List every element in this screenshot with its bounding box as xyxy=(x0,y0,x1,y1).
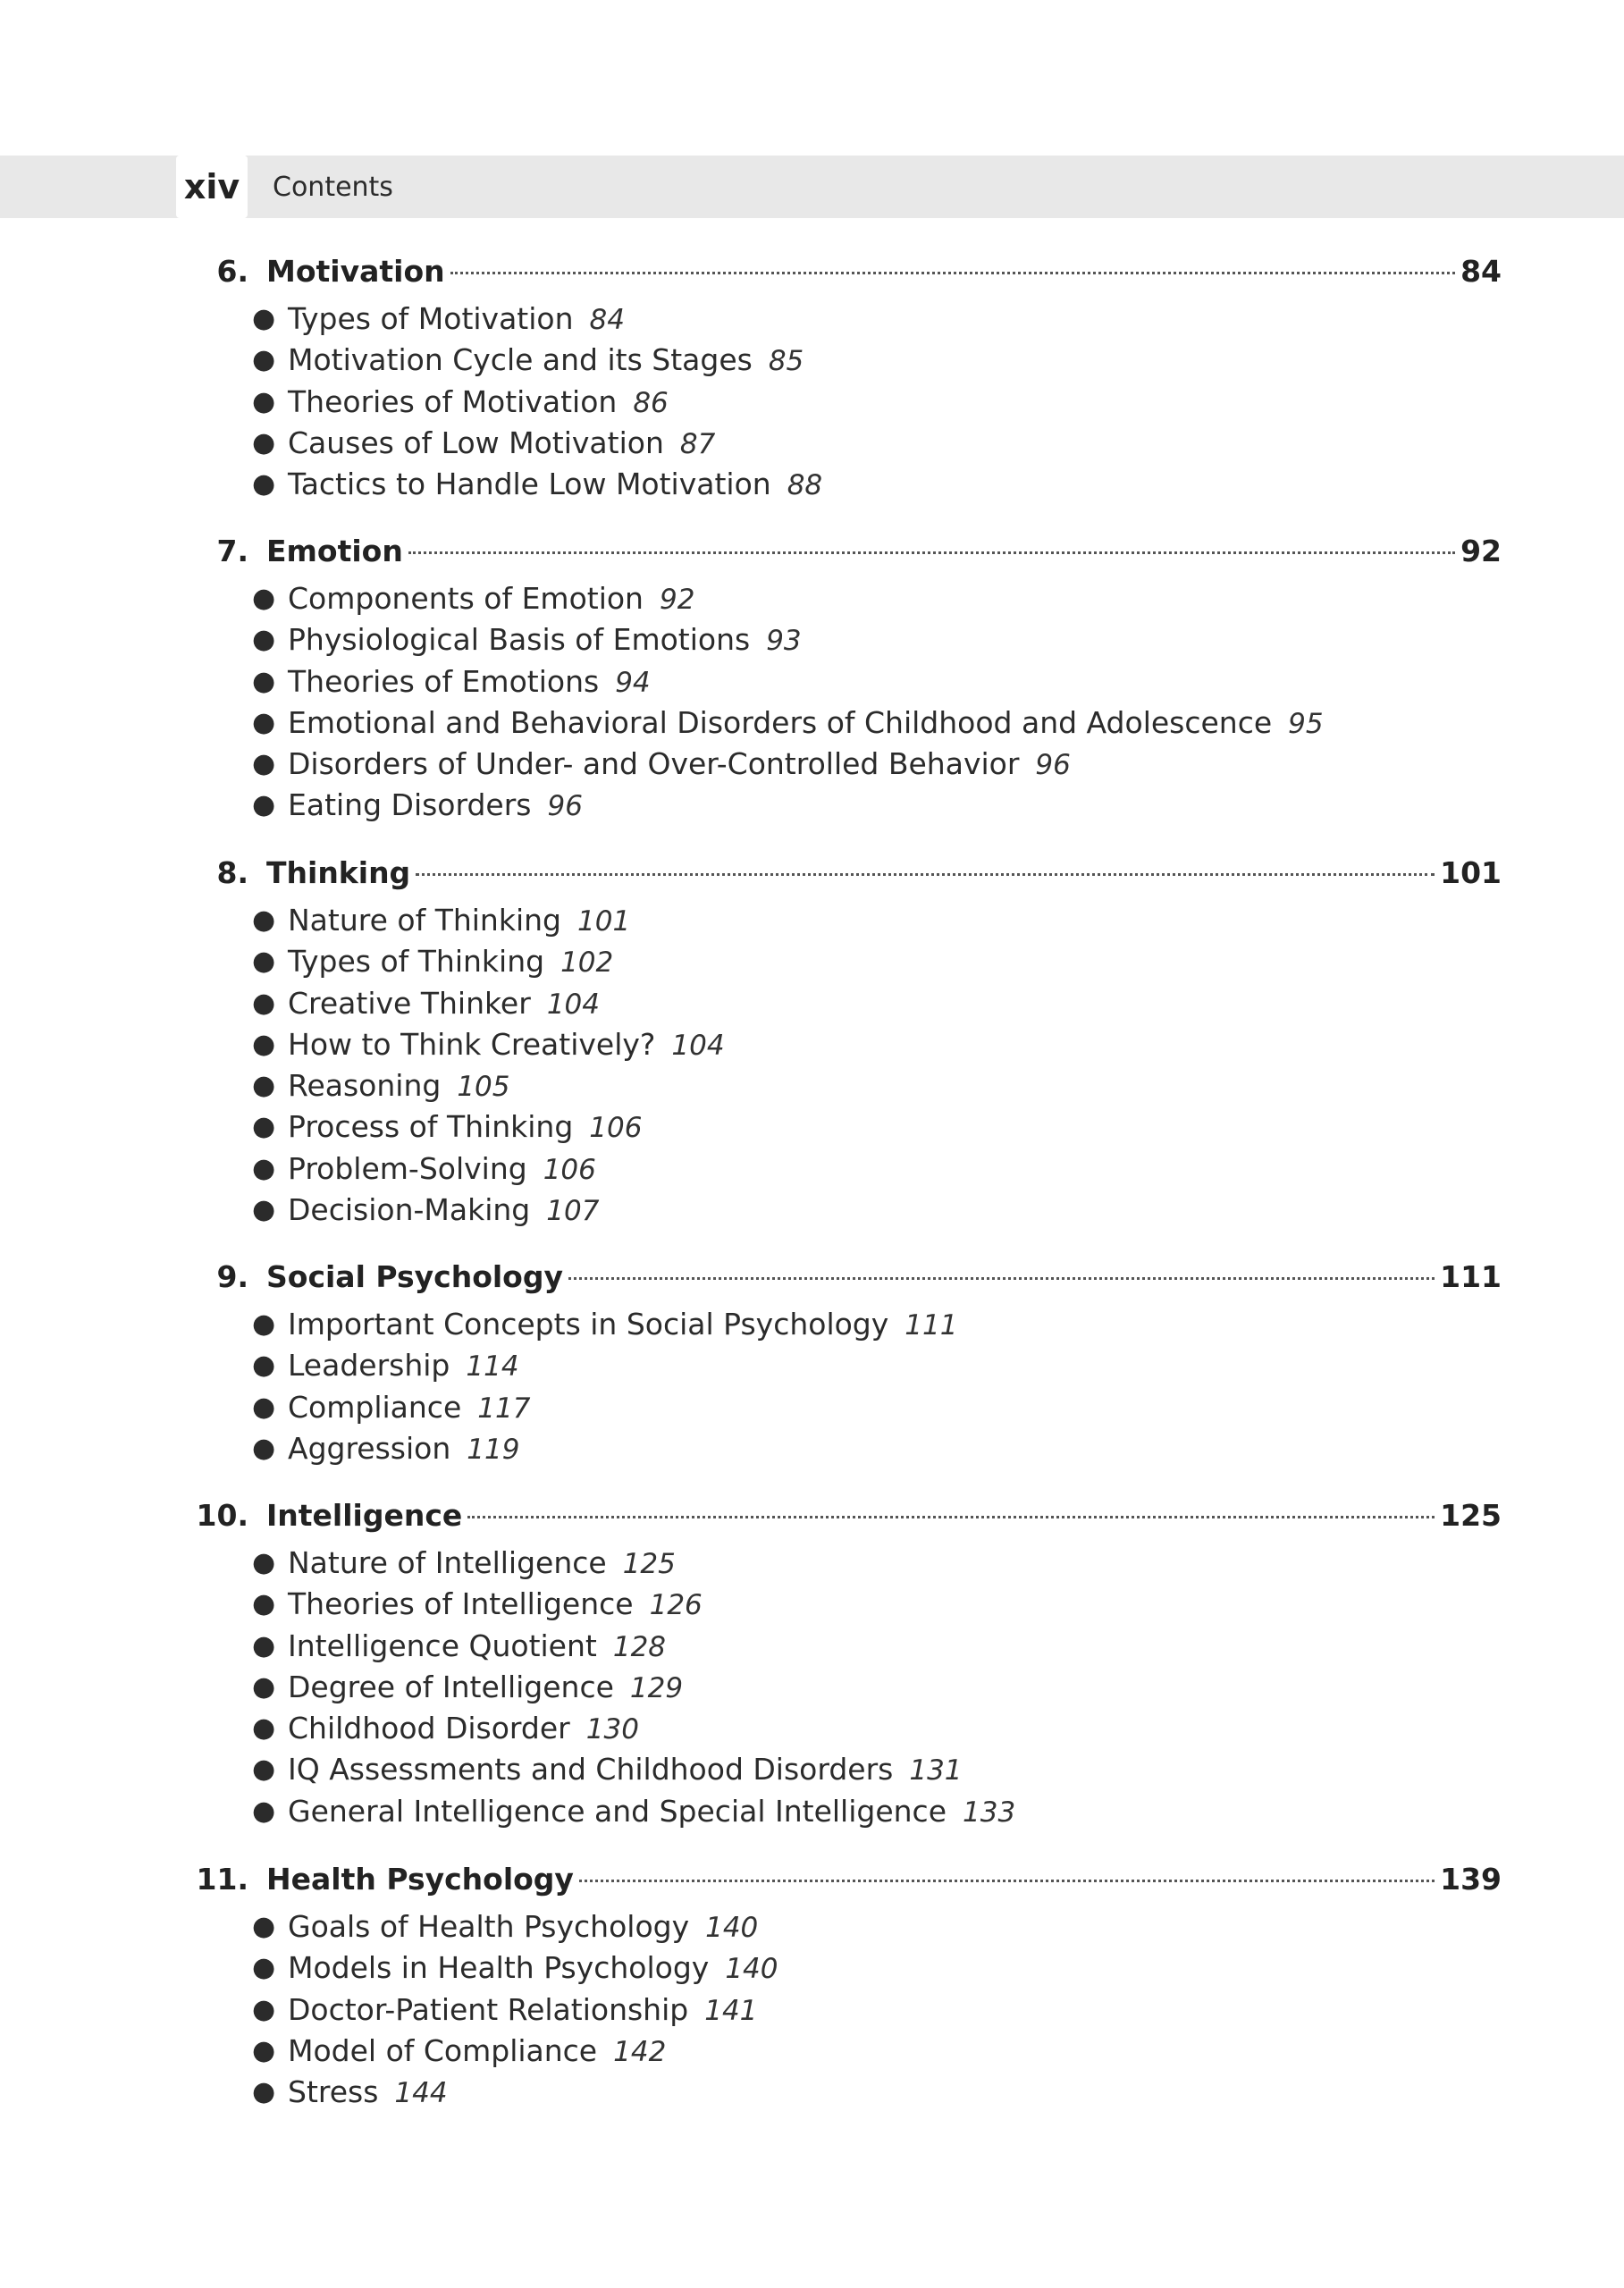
topic-page-number: 144 xyxy=(394,2077,448,2110)
topic-page-number: 104 xyxy=(671,1029,725,1062)
chapter-title: Health Psychology xyxy=(266,1862,574,1897)
topic-label: Models in Health Psychology xyxy=(288,1950,710,1986)
topic-item[interactable] xyxy=(170,1708,1502,1749)
bullet-icon: ● xyxy=(252,303,276,334)
topic-item[interactable] xyxy=(170,1190,1502,1231)
topic-item[interactable] xyxy=(170,340,1502,381)
bullet-icon: ● xyxy=(252,1432,276,1464)
chapter-title: Motivation xyxy=(266,254,445,289)
bullet-icon: ● xyxy=(252,468,276,500)
bullet-icon: ● xyxy=(252,946,276,978)
topic-item[interactable] xyxy=(170,941,1502,982)
topic-page-number: 140 xyxy=(705,1912,759,1944)
topic-label: Goals of Health Psychology xyxy=(288,1909,690,1944)
topic-label: Degree of Intelligence xyxy=(288,1669,614,1704)
topic-item[interactable] xyxy=(170,2072,1502,2113)
topic-item[interactable] xyxy=(170,1947,1502,1989)
topic-item[interactable] xyxy=(170,661,1502,702)
bullet-icon: ● xyxy=(252,624,276,656)
topic-page-number: 85 xyxy=(768,345,804,378)
chapter-title: Intelligence xyxy=(266,1498,463,1533)
topic-item[interactable] xyxy=(170,578,1502,619)
chapter-number: 6. xyxy=(216,254,248,289)
chapter-entry xyxy=(170,1259,1502,1469)
bullet-icon: ● xyxy=(252,426,276,458)
bullet-icon: ● xyxy=(252,1152,276,1184)
topic-label: Emotional and Behavioral Disorders of Childhood and Adolescence xyxy=(288,704,1273,740)
topic-page-number: 106 xyxy=(589,1112,643,1145)
chapter-heading[interactable] xyxy=(170,534,1502,578)
topic-page-number: 131 xyxy=(909,1754,963,1788)
bullet-icon: ● xyxy=(252,1547,276,1578)
topic-page-number: 105 xyxy=(457,1071,510,1104)
topic-item[interactable] xyxy=(170,1148,1502,1190)
dot-leader xyxy=(450,272,1455,274)
topic-page-number: 126 xyxy=(649,1589,703,1622)
dot-leader xyxy=(579,1880,1435,1882)
bullet-icon: ● xyxy=(252,385,276,417)
topic-item[interactable] xyxy=(170,1345,1502,1386)
dot-leader xyxy=(467,1516,1435,1518)
topic-page-number: 104 xyxy=(546,988,600,1021)
topic-item[interactable] xyxy=(170,2031,1502,2072)
bullet-icon: ● xyxy=(252,748,276,780)
topic-label: Types of Thinking xyxy=(288,944,545,980)
chapter-heading[interactable] xyxy=(170,855,1502,900)
chapter-entry xyxy=(170,1862,1502,2113)
chapter-page-number: 125 xyxy=(1440,1498,1502,1533)
bullet-icon: ● xyxy=(252,1028,276,1060)
topic-list xyxy=(170,1543,1502,1832)
dot-leader xyxy=(568,1277,1435,1280)
topic-label: Stress xyxy=(288,2074,379,2110)
topic-label: Nature of Thinking xyxy=(288,903,561,938)
bullet-icon: ● xyxy=(252,1308,276,1340)
topic-page-number: 84 xyxy=(589,304,625,336)
topic-page-number: 93 xyxy=(766,625,802,658)
topic-item[interactable] xyxy=(170,744,1502,785)
topic-item[interactable] xyxy=(170,1749,1502,1790)
chapter-title: Thinking xyxy=(266,855,411,890)
bullet-icon: ● xyxy=(252,1070,276,1102)
topic-page-number: 87 xyxy=(679,427,716,460)
bullet-icon: ● xyxy=(252,1111,276,1143)
topic-page-number: 101 xyxy=(577,905,631,938)
topic-label: Motivation Cycle and its Stages xyxy=(288,342,753,378)
bullet-icon: ● xyxy=(252,583,276,614)
topic-item[interactable] xyxy=(170,1667,1502,1708)
topic-item[interactable] xyxy=(170,785,1502,826)
topic-item[interactable] xyxy=(170,1791,1502,1832)
topic-page-number: 107 xyxy=(546,1195,600,1228)
topic-page-number: 142 xyxy=(613,2035,667,2068)
topic-label: Components of Emotion xyxy=(288,581,644,616)
topic-page-number: 130 xyxy=(585,1713,639,1746)
chapter-entry xyxy=(170,855,1502,1231)
chapter-number: 10. xyxy=(196,1498,248,1533)
chapter-title: Social Psychology xyxy=(266,1259,563,1294)
chapter-heading[interactable] xyxy=(170,1259,1502,1304)
dot-leader xyxy=(408,551,1455,554)
topic-page-number: 86 xyxy=(633,386,669,419)
running-head: Contents xyxy=(273,171,393,203)
bullet-icon: ● xyxy=(252,1391,276,1423)
topic-item[interactable] xyxy=(170,299,1502,340)
topic-label: Causes of Low Motivation xyxy=(288,425,664,460)
chapter-entry xyxy=(170,534,1502,827)
topic-label: Model of Compliance xyxy=(288,2032,598,2068)
chapter-number: 7. xyxy=(216,534,248,568)
bullet-icon: ● xyxy=(252,706,276,738)
topic-page-number: 95 xyxy=(1288,707,1324,740)
chapter-entry xyxy=(170,254,1502,505)
topic-page-number: 133 xyxy=(963,1796,1016,1829)
chapter-page-number: 84 xyxy=(1460,254,1502,289)
topic-item[interactable] xyxy=(170,1024,1502,1065)
bullet-icon: ● xyxy=(252,665,276,697)
topic-page-number: 140 xyxy=(725,1953,778,1986)
chapter-number: 11. xyxy=(196,1862,248,1897)
topic-item[interactable] xyxy=(170,983,1502,1024)
bullet-icon: ● xyxy=(252,1993,276,2025)
topic-label: General Intelligence and Special Intelligence xyxy=(288,1793,947,1829)
topic-item[interactable] xyxy=(170,1065,1502,1106)
bullet-icon: ● xyxy=(252,1194,276,1226)
topic-item[interactable] xyxy=(170,702,1502,744)
topic-label: Theories of Intelligence xyxy=(288,1586,634,1622)
topic-label: Process of Thinking xyxy=(288,1109,574,1145)
topic-label: Tactics to Handle Low Motivation xyxy=(288,467,771,502)
topic-item[interactable] xyxy=(170,619,1502,660)
chapter-heading[interactable] xyxy=(170,254,1502,299)
bullet-icon: ● xyxy=(252,1952,276,1984)
topic-page-number: 114 xyxy=(466,1350,519,1384)
topic-label: Important Concepts in Social Psychology xyxy=(288,1307,889,1342)
topic-label: Childhood Disorder xyxy=(288,1711,570,1746)
topic-label: Decision-Making xyxy=(288,1192,531,1228)
bullet-icon: ● xyxy=(252,344,276,376)
bullet-icon: ● xyxy=(252,1629,276,1661)
topic-item[interactable] xyxy=(170,900,1502,941)
topic-label: Physiological Basis of Emotions xyxy=(288,622,751,658)
chapter-number: 9. xyxy=(216,1259,248,1294)
topic-label: Doctor-Patient Relationship xyxy=(288,1991,689,2027)
bullet-icon: ● xyxy=(252,904,276,936)
topic-list xyxy=(170,900,1502,1231)
topic-label: Disorders of Under- and Over-Controlled Behavior xyxy=(288,746,1020,782)
topic-page-number: 94 xyxy=(615,666,651,699)
topic-item[interactable] xyxy=(170,423,1502,464)
topic-page-number: 92 xyxy=(659,584,695,616)
topic-label: Intelligence Quotient xyxy=(288,1628,597,1663)
topic-item[interactable] xyxy=(170,1584,1502,1625)
topic-item[interactable] xyxy=(170,1106,1502,1148)
dot-leader xyxy=(416,873,1435,876)
topic-page-number: 128 xyxy=(612,1630,667,1663)
topic-list xyxy=(170,578,1502,827)
bullet-icon: ● xyxy=(252,1712,276,1745)
chapter-number: 8. xyxy=(216,855,248,890)
topic-label: Theories of Motivation xyxy=(288,383,618,419)
bullet-icon: ● xyxy=(252,1350,276,1382)
chapter-page-number: 92 xyxy=(1460,534,1502,568)
topic-label: Problem-Solving xyxy=(288,1150,527,1186)
topic-item[interactable] xyxy=(170,1989,1502,2031)
topic-page-number: 88 xyxy=(787,469,823,502)
topic-page-number: 96 xyxy=(547,790,583,823)
bullet-icon: ● xyxy=(252,2076,276,2108)
chapter-page-number: 111 xyxy=(1440,1259,1502,1294)
topic-item[interactable] xyxy=(170,1387,1502,1428)
topic-label: Compliance xyxy=(288,1389,462,1425)
topic-label: Reasoning xyxy=(288,1068,442,1104)
topic-list xyxy=(170,1906,1502,2113)
topic-label: Leadership xyxy=(288,1348,450,1384)
bullet-icon: ● xyxy=(252,2034,276,2066)
chapter-title: Emotion xyxy=(266,534,403,568)
chapter-heading[interactable] xyxy=(170,1498,1502,1543)
topic-item[interactable] xyxy=(170,1543,1502,1584)
chapter-page-number: 101 xyxy=(1440,855,1502,890)
topic-label: How to Think Creatively? xyxy=(288,1026,656,1062)
topic-label: Creative Thinker xyxy=(288,985,531,1021)
topic-label: Nature of Intelligence xyxy=(288,1545,607,1580)
bullet-icon: ● xyxy=(252,789,276,821)
bullet-icon: ● xyxy=(252,1754,276,1786)
topic-label: Eating Disorders xyxy=(288,787,532,823)
topic-item[interactable] xyxy=(170,1304,1502,1345)
topic-item[interactable] xyxy=(170,1906,1502,1947)
topic-item[interactable] xyxy=(170,382,1502,423)
topic-label: Types of Motivation xyxy=(288,301,574,336)
topic-page-number: 125 xyxy=(622,1548,676,1580)
topic-list xyxy=(170,299,1502,505)
topic-page-number: 129 xyxy=(629,1671,684,1704)
bullet-icon: ● xyxy=(252,1670,276,1703)
topic-page-number: 117 xyxy=(477,1392,531,1425)
page-number: xiv xyxy=(176,156,248,218)
topic-label: IQ Assessments and Childhood Disorders xyxy=(288,1752,894,1788)
bullet-icon: ● xyxy=(252,1911,276,1942)
topic-page-number: 111 xyxy=(905,1309,958,1342)
topic-page-number: 141 xyxy=(704,1994,758,2027)
topic-page-number: 106 xyxy=(543,1153,596,1186)
bullet-icon: ● xyxy=(252,1588,276,1620)
chapter-page-number: 139 xyxy=(1440,1862,1502,1897)
bullet-icon: ● xyxy=(252,987,276,1019)
topic-label: Theories of Emotions xyxy=(288,663,600,699)
topic-page-number: 102 xyxy=(560,946,614,980)
chapter-heading[interactable] xyxy=(170,1862,1502,1906)
topic-item[interactable] xyxy=(170,1626,1502,1667)
bullet-icon: ● xyxy=(252,1795,276,1827)
chapter-entry xyxy=(170,1498,1502,1832)
topic-label: Aggression xyxy=(288,1430,451,1466)
topic-list xyxy=(170,1304,1502,1469)
topic-item[interactable] xyxy=(170,1428,1502,1469)
topic-item[interactable] xyxy=(170,464,1502,505)
topic-page-number: 96 xyxy=(1035,749,1071,782)
topic-page-number: 119 xyxy=(467,1433,520,1466)
